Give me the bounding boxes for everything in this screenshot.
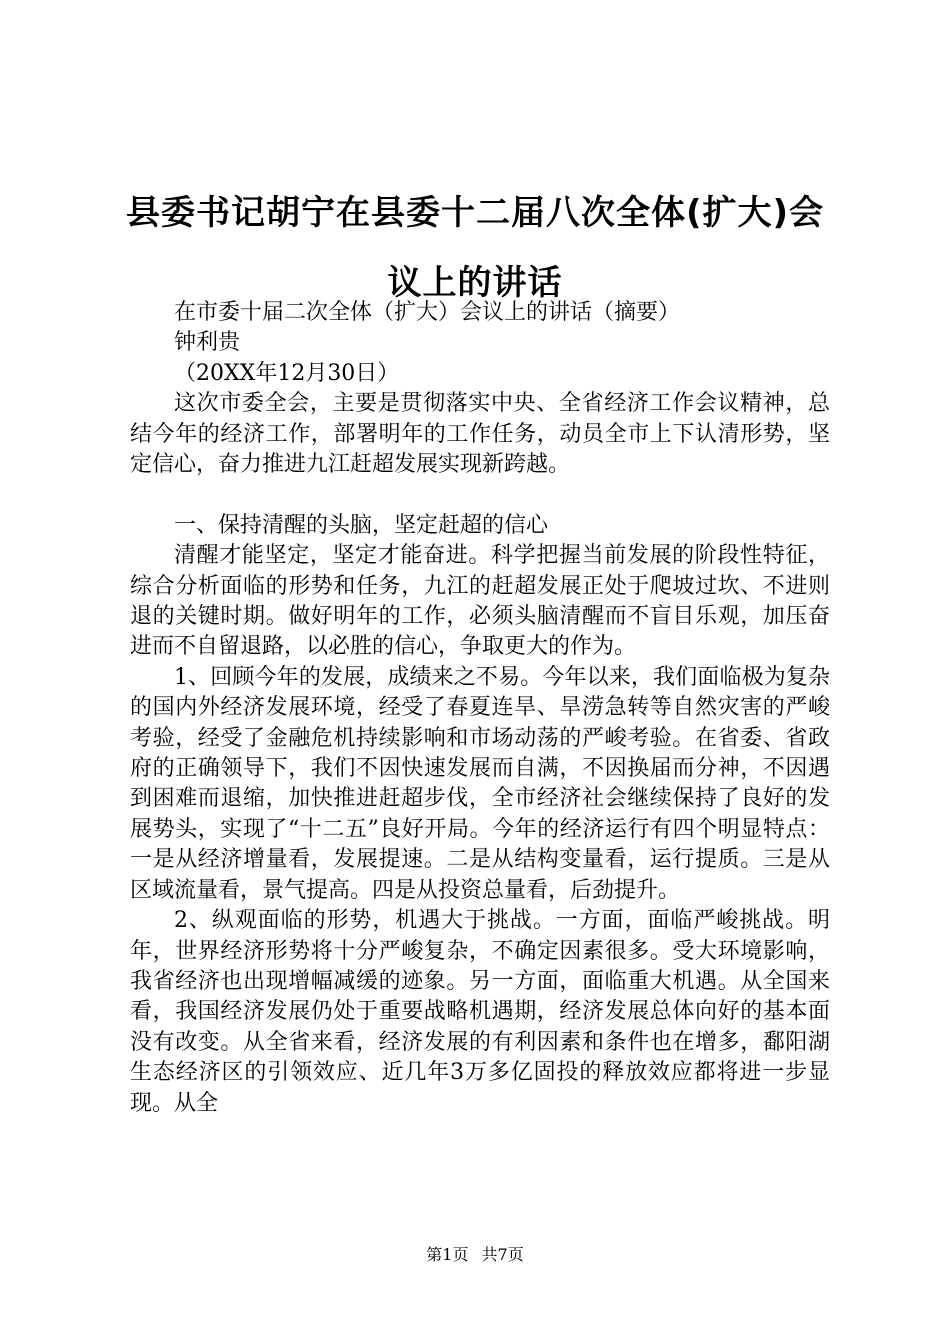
section-heading-1: 一、保持清醒的头脑，坚定赶超的信心 (174, 512, 549, 538)
speech-date: （20XX年12月30日） (174, 360, 400, 386)
paragraph-review: 1、回顾今年的发展，成绩来之不易。今年以来，我们面临极为复杂的国内外经济发展环境，经受了春夏连旱、旱涝急转等自然灾害的严峻考验，经受了金融危机持续影响和市场动荡的严峻考验。在省委、省政府的正确领导下，我们不因快速发展而自满，不因换届而分神，不因遇到困难而退缩，加快推进赶超步伐，全市经济社会继续保持了良好的发展势头，实现了“十二五”良好开局。今年的经济运行有四个明显特点：一是从经济增量看，发展提速。二是从结构变量看，运行提质。三是从区域流量看，景气提高。四是从投资总量看，后劲提升。 (130, 664, 830, 903)
author: 钟利贵 (174, 330, 241, 356)
page-number: 第1页 (426, 1245, 469, 1264)
paragraph-clear-mind: 清醒才能坚定，坚定才能奋进。科学把握当前发展的阶段性特征，综合分析面临的形势和任务，九江的赶超发展正处于爬坡过坎、不进则退的关键时期。做好明年的工作，必须头脑清醒而不盲目乐观，加压奋进而不自留退路，以必胜的信心，争取更大的作为。 (130, 543, 830, 660)
page-total: 共7页 (481, 1245, 524, 1264)
paragraph-gap (130, 480, 830, 510)
paragraph-intro: 这次市委全会，主要是贯彻落实中央、全省经济工作会议精神，总结今年的经济工作，部署明年的工作任务，动员全市上下认清形势，坚定信心，奋力推进九江赶超发展实现新跨越。 (130, 391, 830, 478)
document-title (110, 178, 840, 318)
title-line-1: 县委书记胡宁在县委十二届八次全体(扩大)会 (125, 193, 825, 233)
document-body (130, 298, 830, 1119)
title-line-2: 议上的讲话 (387, 263, 563, 303)
page-footer (0, 1245, 950, 1265)
subtitle: 在市委十届二次全体（扩大）会议上的讲话（摘要） (174, 300, 681, 325)
paragraph-outlook: 2、纵观面临的形势，机遇大于挑战。一方面，面临严峻挑战。明年，世界经济形势将十分严峻复杂，不确定因素很多。受大环境影响，我省经济也出现增幅减缓的迹象。另一方面，面临重大机遇。从全国来看，我国经济发展仍处于重要战略机遇期，经济发展总体向好的基本面没有改变。从全省来看，经济发展的有利因素和条件也在增多，鄱阳湖生态经济区的引领效应、近几年3万多亿固投的释放效应都将进一步显现。从全 (130, 908, 830, 1116)
